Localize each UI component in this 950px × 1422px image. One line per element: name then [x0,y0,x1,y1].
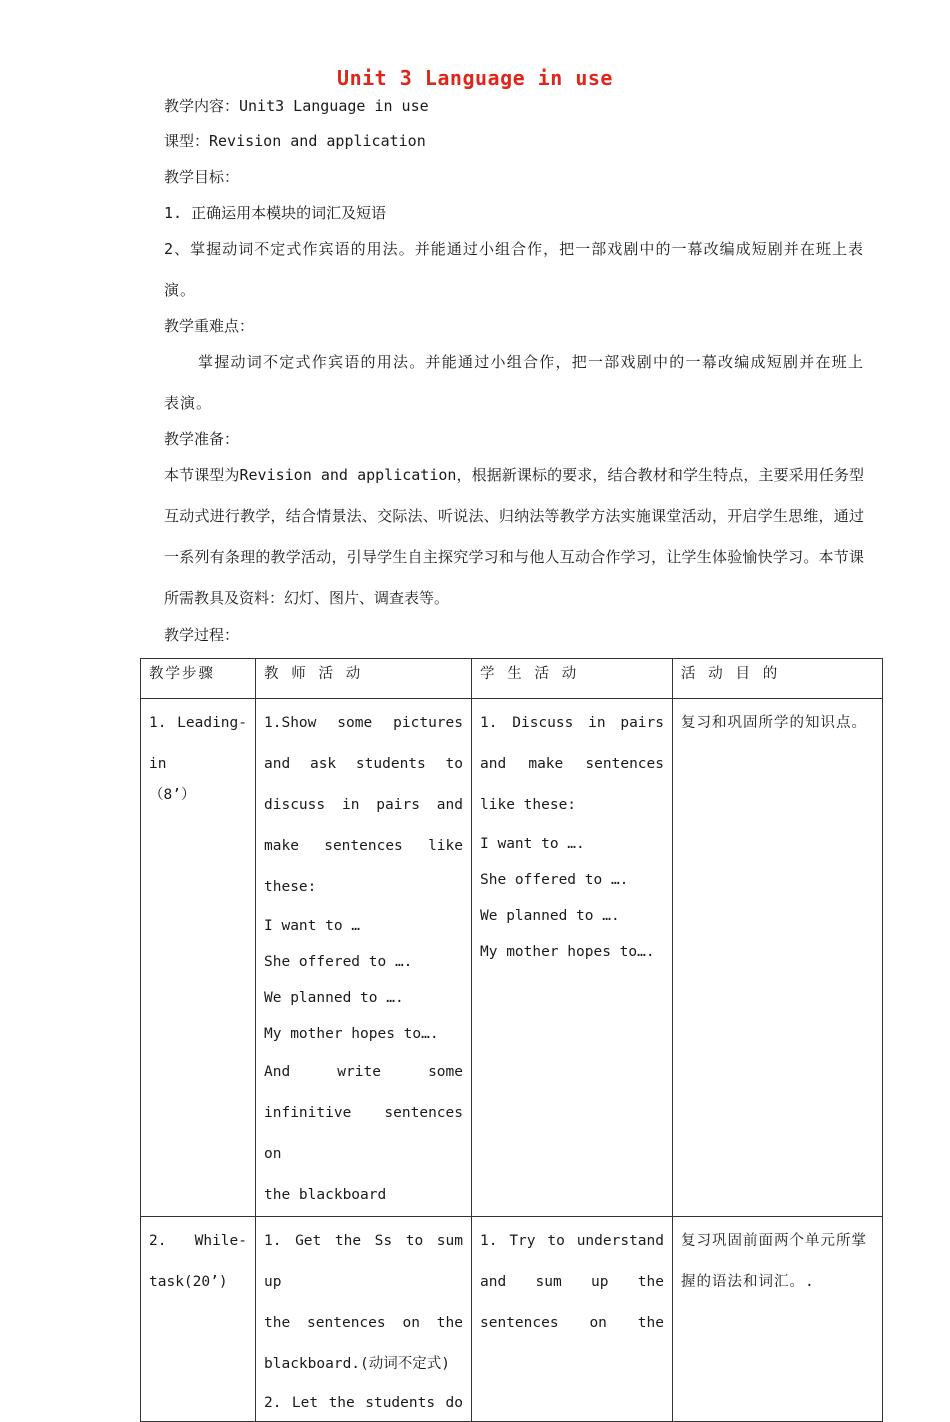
student-line: My mother hopes to…. [480,944,655,960]
student-line: She offered to …. [480,872,629,888]
prep-text: 本节课型为Revision and application，根据新课标的要求，结合教材和学生特点，主要采用任务型互动式进行教学，结合情景法、交际法、听说法、归纳法等教学方法实施课堂活动，开启学生思维，通过一系列有条理的教学活动，引导学生自主探究学习和与他人互动合作学习，让学生体验愉快学习。本节课所需教具及资料：幻灯、图片、调查表等。 [164,466,864,607]
student-line: sentences on the [480,1315,664,1331]
teacher-line: 2. Let the students do [264,1395,463,1411]
student-line: and make sentences [480,756,664,772]
student-line: 1. Discuss in pairs [480,715,664,731]
objective-2: 2、掌握动词不定式作宾语的用法。并能通过小组合作，把一部戏剧中的一幕改编成短剧并在班上表演。 [164,240,864,299]
step-duration: （8’） [149,787,196,803]
key-points-text: 掌握动词不定式作宾语的用法。并能通过小组合作，把一部戏剧中的一幕改编成短剧并在班上表演。 [164,353,864,412]
student-line: 1. Try to understand [480,1233,664,1249]
prep-heading: 教学准备： [164,430,240,448]
teacher-line: discuss in pairs and [264,797,463,813]
teacher-line: the blackboard [264,1187,387,1203]
teacher-line: And write some [264,1064,463,1080]
teacher-line: infinitive sentences on [264,1105,463,1162]
teacher-line: We planned to …. [264,990,404,1006]
teacher-line: the sentences on the [264,1315,463,1331]
teacher-line: 1.Show some pictures [264,715,463,731]
teacher-line: She offered to …. [264,954,413,970]
teaching-content-line: 教学内容：Unit3 Language in use [164,97,429,115]
teacher-line: make sentences like [264,838,463,854]
student-line: like these: [480,797,577,813]
teaching-process-table [140,658,883,1422]
step-cell [141,1217,256,1422]
lesson-type-line: 课型：Revision and application [164,132,426,150]
objective-1: 1. 正确运用本模块的词汇及短语 [164,204,387,222]
objectives-heading: 教学目标： [164,168,240,186]
purpose-cell: 复习巩固前面两个单元所掌握的语法和词汇。. [673,1217,883,1422]
teacher-line: 1. Get the Ss to sum up [264,1233,463,1290]
step-text: 1. Leading- [149,715,247,731]
teacher-activity-cell [256,699,472,1217]
step-text: in [149,756,167,772]
step-text: 2. While- [149,1233,247,1249]
step-duration: task(20’) [149,1274,228,1290]
teacher-line: and ask students to [264,756,463,772]
table-header-row [141,659,883,699]
document-title: Unit 3 Language in use [337,66,613,90]
student-line: and sum up the [480,1274,664,1290]
teacher-line: these: [264,879,317,895]
header-student: 学 生 活 动 [472,659,673,699]
purpose-cell: 复习和巩固所学的知识点。 [673,699,883,1217]
teacher-activity-cell [256,1217,472,1422]
teacher-line: blackboard.(动词不定式) [264,1356,450,1372]
teacher-line: I want to … [264,918,361,934]
student-line: I want to …. [480,836,585,852]
step-cell [141,699,256,1217]
student-line: We planned to …. [480,908,620,924]
process-heading: 教学过程： [164,626,240,644]
key-points-heading: 教学重难点： [164,317,255,335]
header-purpose: 活 动 目 的 [673,659,883,699]
student-activity-cell [472,699,673,1217]
student-activity-cell [472,1217,673,1422]
header-step: 教学步骤 [141,659,256,699]
header-teacher: 教 师 活 动 [256,659,472,699]
table-row [141,1217,883,1422]
table-row [141,699,883,1217]
teacher-line: My mother hopes to…. [264,1026,439,1042]
